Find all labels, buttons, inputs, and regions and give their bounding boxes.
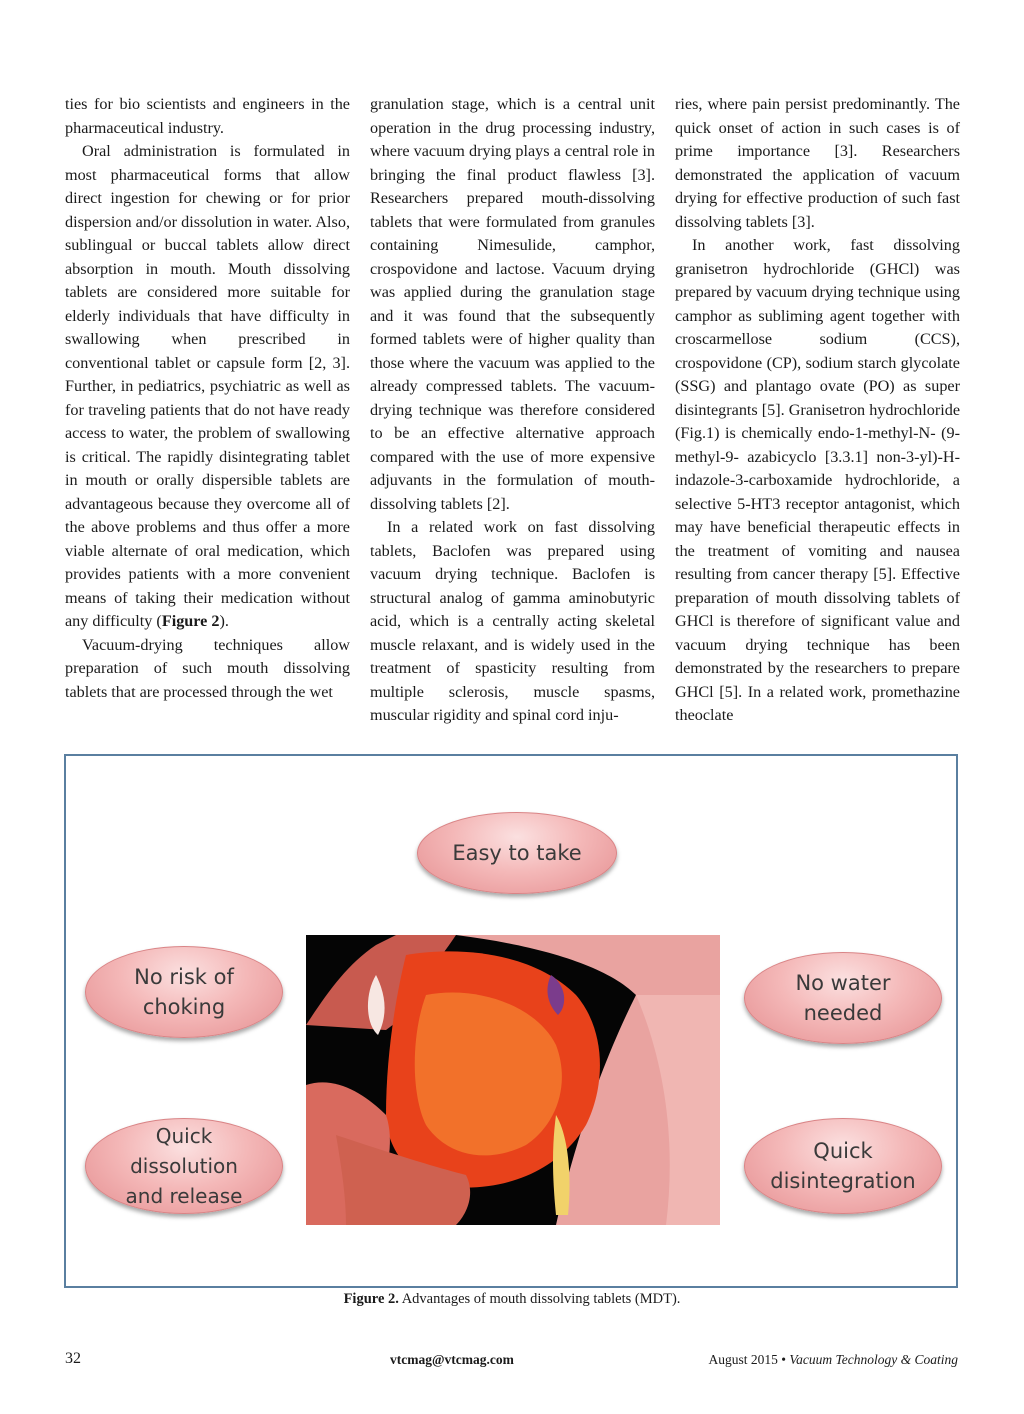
issue-date: August 2015 xyxy=(708,1352,778,1367)
figure-reference: Figure 2 xyxy=(161,612,220,630)
caption-text: Advantages of mouth dissolving tablets (MDT). xyxy=(398,1291,681,1307)
paragraph-text: ). xyxy=(219,612,229,630)
bubble-label: No risk of choking xyxy=(134,965,234,1019)
paragraph: Vacuum-drying techniques allow preparation of such mouth dissolving tablets that are processed through the wet xyxy=(65,635,350,701)
bubble-quick-dissolution xyxy=(85,1118,283,1214)
text-column-1 xyxy=(65,93,350,704)
bubble-label: No water needed xyxy=(795,971,891,1025)
paragraph: ries, where pain persist predominantly. The quick onset of action in such cases is of prime importance [3]. Researchers demonstrated the application of vacuum drying for effective production of such fast dissolving tablets [3]. xyxy=(675,95,960,231)
paragraph-text: Oral administration is formulated in most pharmaceutical forms that allow direct ingestion for chewing or for prior dispersion and/or dissolution in water. Also, sublingual or buccal tablets allow direct absorption in mouth. Mouth dissolving tablets are considered more suitable for elderly individuals that have difficulty in swallowing when prescribed in conventional tablet or capsule form [2, 3]. Further, in pediatrics, psychiatric as well as for traveling patients that do not have ready access to water, the problem of swallowing is critical. The rapidly disintegrating tablet in mouth or orally dispersible tablets are advantageous because they overcome all of the above problems and thus offer a more viable alternate of oral medication, which provides patients with a more convenient means of taking their medication without any difficulty ( xyxy=(65,142,350,630)
paragraph xyxy=(65,140,350,634)
page-number: 32 xyxy=(65,1350,81,1367)
bubble-label: Quick dissolution and release xyxy=(125,1124,243,1208)
bubble-easy-to-take xyxy=(417,812,617,894)
paragraph: granulation stage, which is a central unit operation in the drug processing industry, where vacuum drying plays a central role in bringing the final product flawless [3]. Researchers prepared mouth-dissolving tablets that were formulated from granules containing Nimesulide, camphor, crospovidone and lactose. Vacuum drying was applied during the granulation stage and it was found that the subsequently formed tablets were of higher quality than those where the vacuum was applied to the already compressed tablets. The vacuum-drying technique was therefore considered to be an effective alternative approach compared with the use of more expensive adjuvants in the formulation of mouth-dissolving tablets [2]. xyxy=(370,95,655,513)
bubble-no-risk-of-choking xyxy=(85,946,283,1038)
separator: • xyxy=(781,1352,786,1367)
mouth-anatomy-illustration xyxy=(306,935,720,1225)
text-column-2 xyxy=(370,93,655,728)
footer-email: vtcmag@vtcmag.com xyxy=(390,1352,514,1367)
caption-label: Figure 2. xyxy=(343,1291,399,1307)
text-column-3 xyxy=(675,93,960,728)
journal-name: Vacuum Technology & Coating xyxy=(789,1352,958,1367)
figure-caption xyxy=(0,1291,1024,1308)
bubble-quick-disintegration xyxy=(744,1118,942,1214)
paragraph: In another work, fast dissolving granisetron hydrochloride (GHCl) was prepared by vacuum drying technique using camphor as subliming agent together with croscarmellose sodium (CCS), crospovidone (CP), sodium starch glycolate (SSG) and plantago ovate (PO) as super disintegrants [5]. Granisetron hydrochloride (Fig.1) is chemically endo-1-methyl-N- (9-methyl-9- azabicyclo [3.3.1] non-3-yl)-H-indazole-3-carboxamide hydrochloride, a selective 5-HT3 receptor antagonist, which may have beneficial therapeutic effects in the treatment of vomiting and nausea resulting from cancer therapy [5]. Effective preparation of mouth dissolving tablets of GHCl is therefore of significant value and vacuum drying technique has been demonstrated by the researchers to prepare GHCl [5]. In a related work, promethazine theoclate xyxy=(675,236,961,724)
footer-issue xyxy=(709,1352,959,1368)
bubble-label: Easy to take xyxy=(452,841,582,865)
anatomy-graphic xyxy=(306,935,720,1225)
paragraph: ties for bio scientists and engineers in the pharmaceutical industry. xyxy=(65,95,350,137)
bubble-label: Quick disintegration xyxy=(770,1139,916,1193)
paragraph: In a related work on fast dissolving tablets, Baclofen was prepared using vacuum drying technique. Baclofen is structural analog of gamma aminobutyric acid, which is a centrally acting skeletal muscle relaxant, and is widely used in the treatment of spasticity resulting from multiple sclerosis, muscle spasms, muscular rigidity and spinal cord inju- xyxy=(370,518,655,724)
bubble-no-water-needed xyxy=(744,952,942,1044)
